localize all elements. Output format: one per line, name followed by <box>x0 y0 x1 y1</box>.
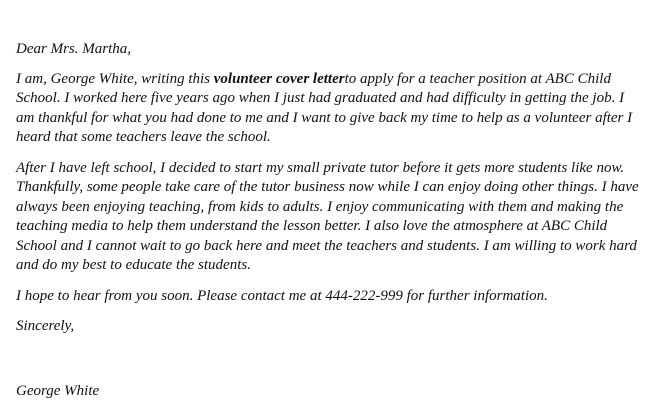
paragraph-contact: I hope to hear from you soon. Please contact me at 444-222-999 for further information. <box>16 287 548 304</box>
intro-text-start: I am, George White, writing this <box>16 70 214 87</box>
intro-bold-phrase: volunteer cover letter <box>213 70 345 87</box>
intro-text-end: to apply for a teacher position at ABC Child School. I worked here five years ago when I just had graduated and had difficulty in getting the job. I am thankful for what you had done to me and I want to give back my time to help as a volunteer after I heard that some teachers leave the school. <box>16 70 633 145</box>
signature: George White <box>16 383 100 399</box>
paragraph-intro <box>16 70 642 148</box>
paragraph-experience: After I have left school, I decided to start my small private tutor before it gets more students like now. Thankfully, some people take care of the tutor business now while I can enjoy doing other things. I have always been enjoying teaching, from kids to adults. I enjoy communicating with them and making the teaching media to help them understand the lesson better. I also love the atmosphere at ABC Child School and I cannot wait to go back here and meet the teachers and students. I am willing to work hard and do my best to educate the students. <box>16 159 639 273</box>
salutation: Dear Mrs. Martha, <box>16 41 131 57</box>
closing: Sincerely, <box>16 318 75 334</box>
letter-body <box>16 40 642 337</box>
